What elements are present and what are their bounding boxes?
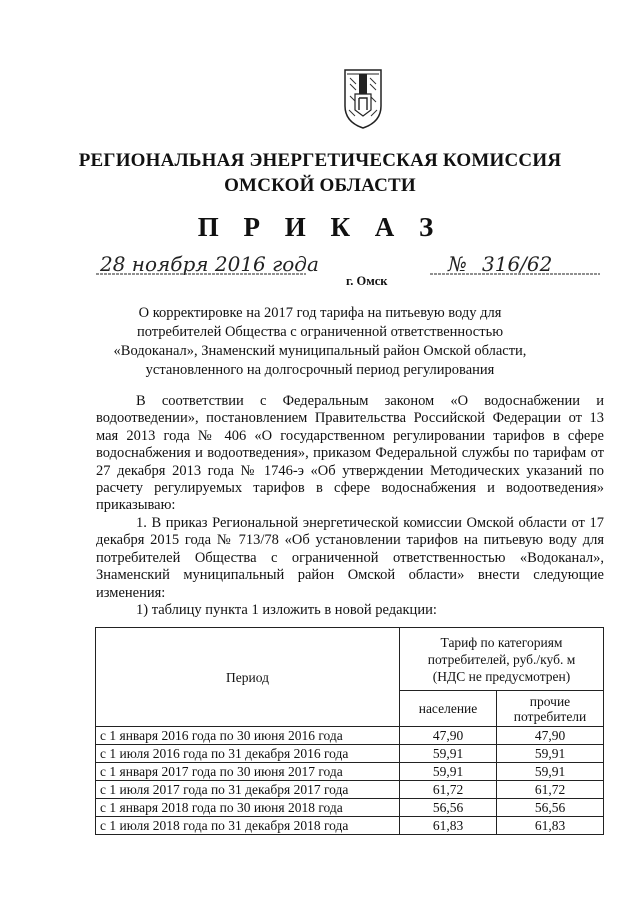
city-label: г. Омск xyxy=(346,274,388,288)
header-tariff-line: Тариф по категориям xyxy=(440,634,563,650)
item-1-paragraph: 1. В приказ Региональной энергетической комиссии Омской области от 17 декабря 2015 года № 713/78 «Об установлении тарифов на питьевую воду для потребителей Общества с ограниченной ответственностью «Водоканал», Знаменский муниципальный район Омской области» внести следующие изменения: xyxy=(96,515,604,601)
header-population: население xyxy=(400,691,497,727)
table-row xyxy=(96,799,604,817)
period-cell: с 1 июля 2016 года по 31 декабря 2016 года xyxy=(96,745,400,763)
header-other-line: прочие xyxy=(529,693,571,709)
population-tariff-cell: 59,91 xyxy=(400,763,497,781)
subject-line: «Водоканал», Знаменский муниципальный район Омской области, xyxy=(113,343,527,359)
handwritten-date: 28 ноября 2016 года xyxy=(100,252,319,276)
other-tariff-cell: 59,91 xyxy=(497,763,604,781)
population-tariff-cell: 59,91 xyxy=(400,745,497,763)
period-cell: с 1 января 2017 года по 30 июня 2017 года xyxy=(96,763,400,781)
population-tariff-cell: 61,83 xyxy=(400,817,497,835)
other-tariff-cell: 47,90 xyxy=(497,727,604,745)
document-type-title: П Р И К А З xyxy=(197,212,443,242)
subject-line: потребителей Общества с ограниченной ответственностью xyxy=(136,324,504,340)
other-tariff-cell: 61,83 xyxy=(497,817,604,835)
table-row xyxy=(96,781,604,799)
number-prefix: № xyxy=(448,252,467,276)
tariff-table xyxy=(95,627,604,835)
table-row xyxy=(96,763,604,781)
handwritten-number: 316/62 xyxy=(482,252,553,276)
header-tariff-line: потребителей, руб./куб. м xyxy=(427,651,576,667)
omsk-coat-of-arms-icon xyxy=(341,66,385,130)
header-period: Период xyxy=(96,628,400,727)
header-other xyxy=(497,691,604,727)
period-cell: с 1 января 2018 года по 30 июня 2018 года xyxy=(96,799,400,817)
subject-line: О корректировке на 2017 год тарифа на питьевую воду для xyxy=(138,305,502,321)
population-tariff-cell: 56,56 xyxy=(400,799,497,817)
table-row xyxy=(96,727,604,745)
org-name-line1: РЕГИОНАЛЬНАЯ ЭНЕРГЕТИЧЕСКАЯ КОМИССИЯ xyxy=(78,150,562,171)
period-cell: с 1 июля 2017 года по 31 декабря 2017 года xyxy=(96,781,400,799)
table-row xyxy=(96,817,604,835)
org-name-line2: ОМСКОЙ ОБЛАСТИ xyxy=(224,175,416,196)
population-tariff-cell: 61,72 xyxy=(400,781,497,799)
sub-item-1-paragraph: 1) таблицу пункта 1 изложить в новой редакции: xyxy=(136,602,437,618)
number-underline xyxy=(430,272,600,276)
header-tariff-line: (НДС не предусмотрен) xyxy=(432,668,571,684)
other-tariff-cell: 56,56 xyxy=(497,799,604,817)
preamble-paragraph: В соответствии с Федеральным законом «О водоснабжении и водоотведении», постановлением Правительства Российской Федерации от 13 мая 2013 года № 406 «О государственном регулировании тарифов в сфере водоснабжения и водоотведения», приказом Федеральной службы по тарифам от 27 декабря 2013 года № 1746-э «Об утверждении Методических указаний по расчету регулируемых тарифов в сфере водоснабжения и водоотведения» приказываю: xyxy=(96,393,604,514)
date-underline xyxy=(96,272,306,276)
population-tariff-cell: 47,90 xyxy=(400,727,497,745)
period-cell: с 1 июля 2018 года по 31 декабря 2018 года xyxy=(96,817,400,835)
period-cell: с 1 января 2016 года по 30 июня 2016 года xyxy=(96,727,400,745)
subject-line: установленного на долгосрочный период регулирования xyxy=(145,362,495,378)
other-tariff-cell: 59,91 xyxy=(497,745,604,763)
header-other-line: потребители xyxy=(513,708,587,724)
header-tariff xyxy=(400,628,604,691)
other-tariff-cell: 61,72 xyxy=(497,781,604,799)
table-row xyxy=(96,745,604,763)
document-subject xyxy=(110,304,530,380)
